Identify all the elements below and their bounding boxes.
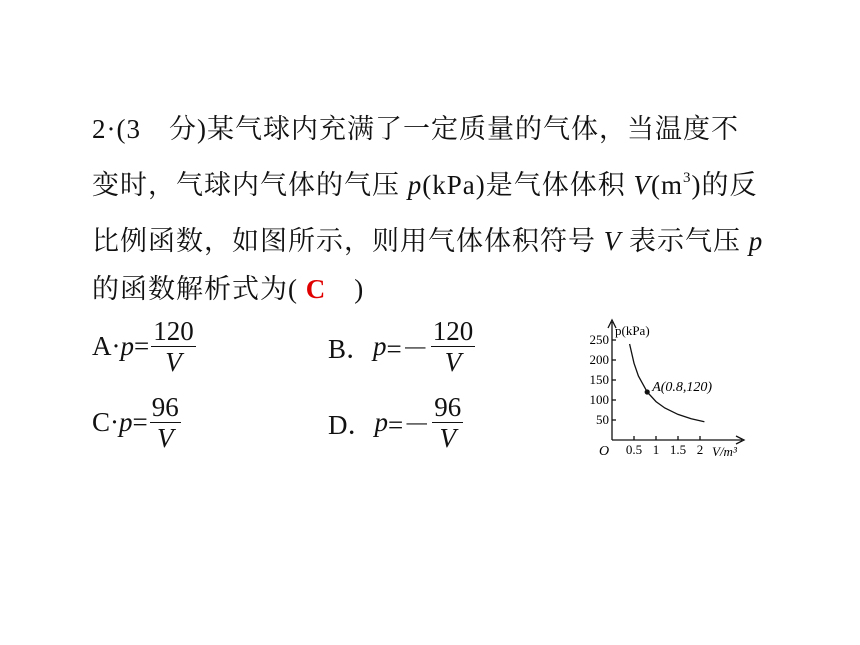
y-tick-label: 50	[596, 412, 609, 427]
option-label: B．	[328, 334, 374, 364]
fraction	[431, 316, 476, 377]
answer-mark: C	[305, 274, 327, 304]
superscript-3: 3	[682, 170, 692, 186]
x-tick-label: 0.5	[625, 442, 643, 457]
equals-sign: =	[132, 407, 148, 437]
y-tick-label: 150	[589, 372, 609, 387]
question-text-2d: )的反	[691, 170, 758, 200]
y-tick-label: 200	[589, 352, 609, 367]
question-text-2c: (m	[650, 170, 683, 200]
fraction	[432, 392, 463, 453]
question-line-3	[92, 226, 763, 256]
origin-label: O	[599, 444, 610, 459]
var-p: p	[748, 226, 764, 256]
question-line-4	[92, 274, 364, 304]
denominator: V	[439, 423, 456, 453]
var-V: V	[603, 226, 622, 256]
var-p: p	[374, 407, 388, 437]
inverse-proportion-graph	[570, 318, 760, 466]
numerator: 120	[432, 316, 474, 346]
equals-sign: =－	[386, 334, 429, 364]
question-text-4a: 的函数解析式为(	[92, 274, 306, 304]
option-b[interactable]	[328, 316, 475, 377]
y-tick-label: 250	[589, 332, 609, 347]
x-tick-label: 1.5	[669, 442, 687, 457]
question-text-3a: 比例函数，如图所示，则用气体体积符号	[92, 226, 604, 256]
option-label: A·	[92, 331, 121, 361]
question-text-3b: 表示气压	[621, 226, 749, 256]
point-a-label: A(0.8,120)	[652, 380, 713, 395]
question-text-2b: (kPa)是气体体积	[422, 170, 634, 200]
option-label: C·	[92, 407, 119, 437]
x-axis-label: V/m³	[712, 444, 737, 459]
numerator: 96	[434, 392, 462, 422]
equals-sign: =	[134, 331, 150, 361]
option-d[interactable]	[328, 392, 463, 453]
denominator: V	[165, 347, 182, 377]
option-label: D．	[328, 410, 375, 440]
option-a[interactable]	[92, 316, 196, 377]
x-tick-label: 1	[652, 442, 660, 457]
y-tick-label: 100	[589, 392, 609, 407]
numerator: 120	[153, 316, 194, 346]
question-text-1: 2·(3 分)某气球内充满了一定质量的气体，当温度不	[92, 114, 739, 144]
equals-sign: =－	[388, 410, 431, 440]
denominator: V	[444, 347, 462, 377]
var-p: p	[119, 407, 133, 437]
fraction	[151, 316, 196, 377]
question-line-2	[92, 170, 757, 200]
var-V: V	[633, 170, 651, 200]
question-text-4b: )	[326, 274, 365, 304]
point-a	[645, 389, 650, 394]
fraction	[150, 392, 181, 453]
numerator: 96	[151, 392, 179, 422]
question-text-2a: 变时，气球内气体的气压	[92, 170, 408, 200]
option-c[interactable]	[92, 392, 181, 453]
var-p: p	[407, 170, 423, 200]
var-p: p	[373, 331, 387, 361]
question-line-1	[92, 114, 739, 144]
var-p: p	[120, 331, 134, 361]
y-axis-label: p(kPa)	[615, 323, 650, 338]
x-tick-label: 2	[696, 442, 704, 457]
denominator: V	[156, 423, 174, 453]
